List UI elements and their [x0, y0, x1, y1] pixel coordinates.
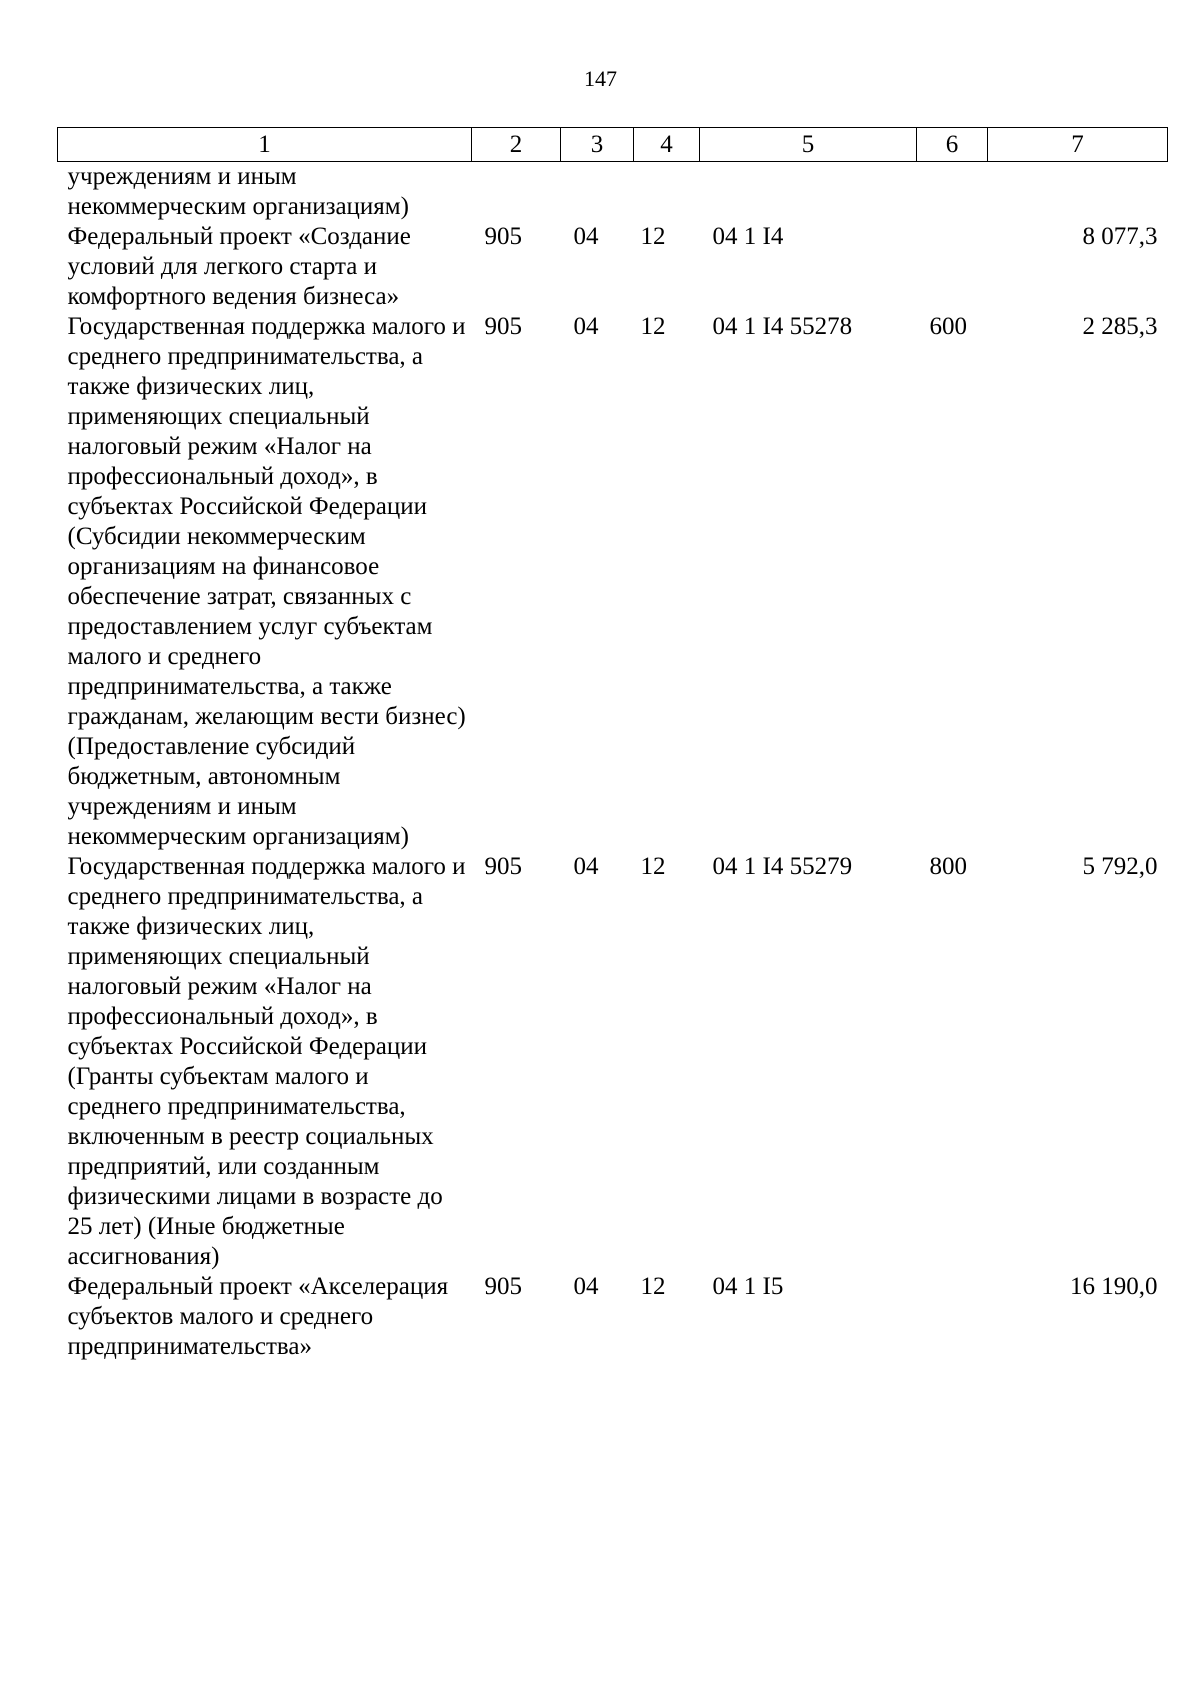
row-amount: 16 190,0 [1070, 1273, 1158, 1300]
row-name: Федеральный проект «Акселерация субъектов малого и среднего предпринимательства» [67, 1273, 449, 1360]
row-amount: 8 077,3 [1082, 223, 1158, 250]
row-csr: 04 1 I4 55279 [712, 853, 853, 880]
row-pr [634, 162, 700, 223]
budget-table [57, 127, 1168, 1362]
row-grbs: 905 [484, 313, 522, 340]
row-name: учреждениям и иным некоммерческим организациям) [67, 163, 409, 220]
table-row [58, 162, 1168, 223]
row-vr [917, 162, 988, 223]
row-amount: 2 285,3 [1082, 313, 1158, 340]
table-row [58, 852, 1168, 1272]
table-row [58, 1272, 1168, 1362]
page-number: 147 [584, 66, 617, 91]
row-csr [700, 162, 917, 223]
row-pr: 12 [640, 223, 666, 250]
table-header [58, 128, 1168, 162]
row-rz: 04 [573, 1273, 599, 1300]
row-name: Федеральный проект «Создание условий для легкого старта и комфортного ведения бизнеса» [67, 223, 411, 310]
row-amount [988, 162, 1168, 223]
table-row [58, 222, 1168, 312]
row-pr: 12 [640, 1273, 666, 1300]
column-header-6: 6 [917, 128, 988, 162]
table-row [58, 312, 1168, 852]
row-rz [561, 162, 634, 223]
column-header-5: 5 [700, 128, 917, 162]
row-grbs: 905 [484, 853, 522, 880]
row-vr: 800 [929, 853, 967, 880]
column-header-1: 1 [58, 128, 472, 162]
row-vr [917, 222, 988, 312]
column-header-3: 3 [561, 128, 634, 162]
column-header-4: 4 [634, 128, 700, 162]
table-body [58, 162, 1168, 1363]
row-pr: 12 [640, 853, 666, 880]
row-pr: 12 [640, 313, 666, 340]
row-csr: 04 1 I4 [712, 223, 784, 250]
column-header-2: 2 [472, 128, 561, 162]
row-grbs: 905 [484, 223, 522, 250]
row-vr: 600 [929, 313, 967, 340]
row-name: Государственная поддержка малого и среднего предпринимательства, а также физических лиц, применяющих специальный налоговый режим «Налог на профессиональный доход», в субъектах Российской Федерации (Гранты субъектам малого и среднего предпринимательства, включенным в реестр социальных предприятий, или созданным физическими лицами в возрасте до 25 лет) (Иные бюджетные ассигнования) [67, 853, 466, 1270]
row-amount: 5 792,0 [1082, 853, 1158, 880]
row-grbs: 905 [484, 1273, 522, 1300]
row-grbs [472, 162, 561, 223]
column-header-7: 7 [988, 128, 1168, 162]
row-csr: 04 1 I4 55278 [712, 313, 853, 340]
header-row [58, 128, 1168, 162]
row-rz: 04 [573, 313, 599, 340]
row-csr: 04 1 I5 [712, 1273, 784, 1300]
row-name: Государственная поддержка малого и среднего предпринимательства, а также физических лиц, применяющих специальный налоговый режим «Налог на профессиональный доход», в субъектах Российской Федерации (Субсидии некоммерческим организациям на финансовое обеспечение затрат, связанных с предоставлением услуг субъектам малого и среднего предпринимательства, а также гражданам, желающим вести бизнес) (Предоставление субсидий бюджетным, автономным учреждениям и иным некоммерческим организациям) [67, 313, 466, 850]
row-vr [917, 1272, 988, 1362]
row-rz: 04 [573, 223, 599, 250]
row-rz: 04 [573, 853, 599, 880]
